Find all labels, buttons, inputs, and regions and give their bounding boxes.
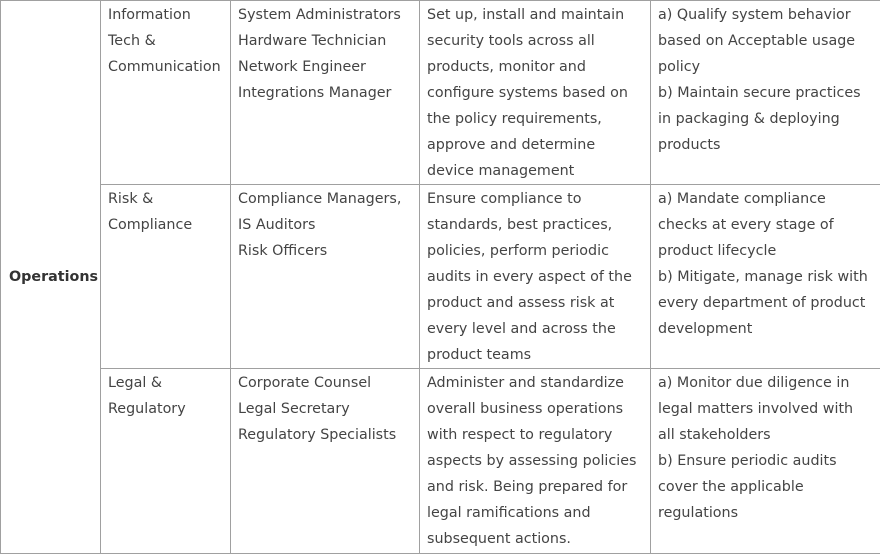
roles-cell: System Administrators Hardware Technician Network Engineer Integrations Manager [231,1,420,185]
department-cell: Risk & Compliance [101,185,231,369]
responsibility-cell: Administer and standardize overall business operations with respect to regulatory aspects by assessing policies and risk. Being prepared for legal ramifications and subsequent actions. [420,369,651,554]
section-label: Operations [1,1,101,554]
objectives-cell: a) Mandate compliance checks at every stage of product lifecycle b) Mitigate, manage risk with every department of product development [651,185,880,369]
department-cell: Information Tech & Communication [101,1,231,185]
roles-cell: Corporate Counsel Legal Secretary Regulatory Specialists [231,369,420,554]
objectives-cell: a) Qualify system behavior based on Acceptable usage policy b) Maintain secure practices in packaging & deploying products [651,1,880,185]
table-row [1,369,880,554]
roles-cell: Compliance Managers, IS Auditors Risk Officers [231,185,420,369]
table-row [1,185,880,369]
objectives-cell: a) Monitor due diligence in legal matters involved with all stakeholders b) Ensure periodic audits cover the applicable regulations [651,369,880,554]
responsibility-cell: Ensure compliance to standards, best practices, policies, perform periodic audits in every aspect of the product and assess risk at every level and across the product teams [420,185,651,369]
responsibility-cell: Set up, install and maintain security tools across all products, monitor and configure systems based on the policy requirements, approve and determine device management [420,1,651,185]
table-row [1,1,880,185]
department-cell: Legal & Regulatory [101,369,231,554]
